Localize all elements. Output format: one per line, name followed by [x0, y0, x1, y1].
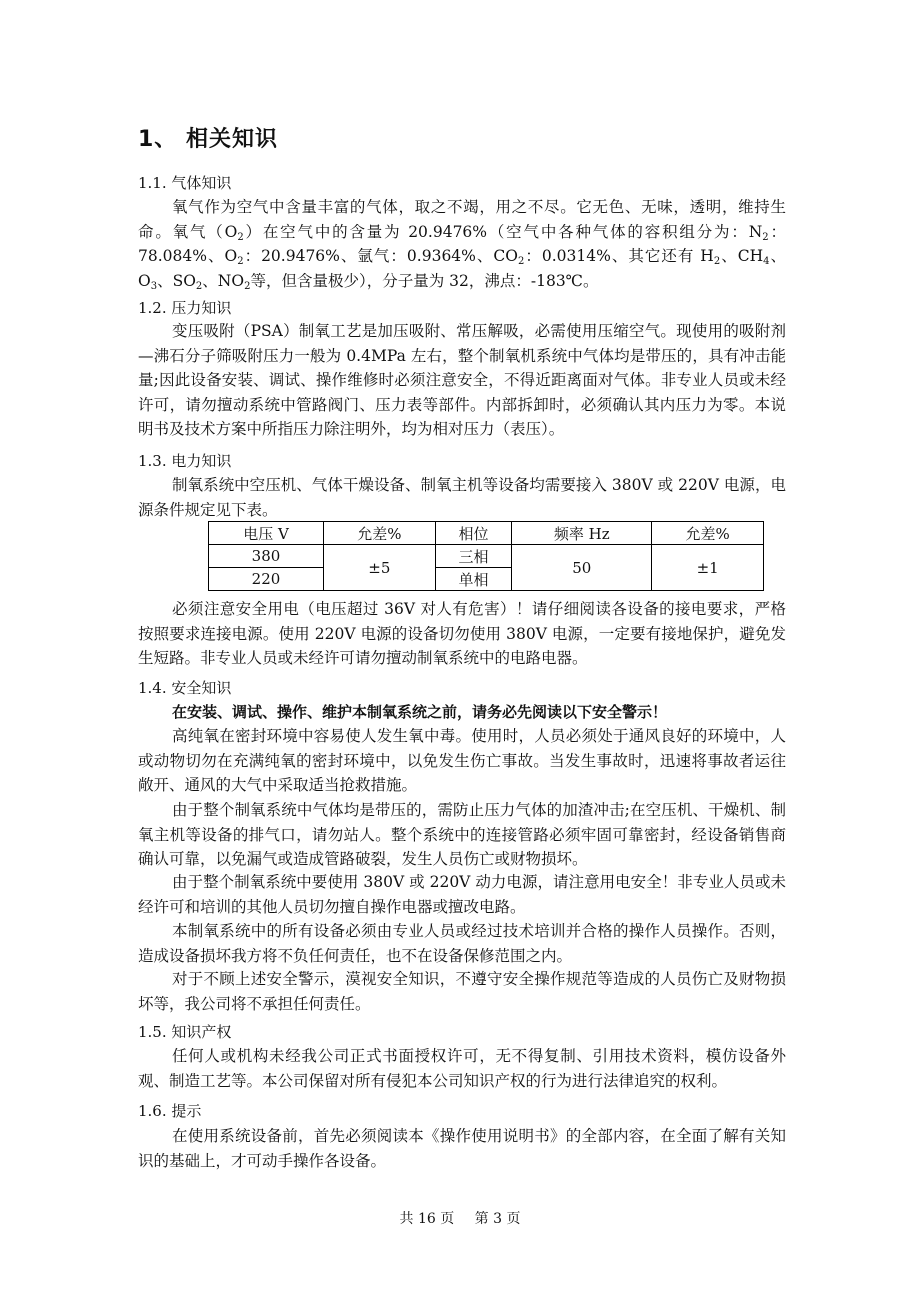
table-row	[209, 545, 764, 568]
safety-warning: 在安装、调试、操作、维护本制氧系统之前，请务必先阅读以下安全警示！	[172, 703, 668, 721]
table-header-cell: 相位	[435, 522, 512, 545]
ip-paragraph: 任何人或机构未经我公司正式书面授权许可，无不得复制、引用技术资料，模仿设备外观、制造工艺等。本公司保留对所有侵犯本公司知识产权的行为进行法律追究的权利。	[138, 1047, 786, 1090]
table-header-row	[209, 522, 764, 545]
table-header-cell: 允差%	[324, 522, 436, 545]
table-cell-frequency-tolerance: ±1	[652, 545, 764, 591]
table-header-cell: 频率 Hz	[512, 522, 652, 545]
subsection-title-ip: 1.5. 知识产权	[138, 1023, 232, 1041]
subsection-title-power: 1.3. 电力知识	[138, 452, 232, 470]
subsection-title-safety: 1.4. 安全知识	[138, 679, 232, 697]
tip-paragraph: 在使用系统设备前，首先必须阅读本《操作使用说明书》的全部内容，在全面了解有关知识的基础上，才可动手操作各设备。	[138, 1127, 786, 1170]
section-heading: 1、 相关知识	[138, 127, 278, 152]
table-header-cell: 电压 V	[209, 522, 324, 545]
safety-paragraph: 高纯氧在密封环境中容易使人发生氧中毒。使用时，人员必须处于通风良好的环境中，人或动物切勿在充满纯氧的密封环境中，以免发生伤亡事故。当发生事故时，迅速将事故者运往敞开、通风的大气中采取适当抢救措施。	[138, 727, 786, 794]
current-page: 第 3 页	[474, 1211, 521, 1227]
subsection-title-pressure: 1.2. 压力知识	[138, 299, 232, 317]
subsection-title-tip: 1.6. 提示	[138, 1102, 202, 1120]
electric-safety-paragraph: 必须注意安全用电（电压超过 36V 对人有危害）！请仔细阅读各设备的接电要求，严格按照要求连接电源。使用 220V 电源的设备切勿使用 380V 电源，一定要有接地保护，避免发生短路。非专业人员或未经许可请勿擅动制氧系统中的电路电器。	[138, 600, 786, 667]
total-pages: 共 16 页	[399, 1211, 455, 1227]
safety-paragraph: 对于不顾上述安全警示，漠视安全知识，不遵守安全操作规范等造成的人员伤亡及财物损坏等，我公司将不承担任何责任。	[138, 970, 786, 1013]
power-paragraph: 制氧系统中空压机、气体干燥设备、制氧主机等设备均需要接入 380V 或 220V 电源，电源条件规定见下表。	[138, 476, 786, 519]
table-cell-frequency: 50	[512, 545, 652, 591]
table-cell-phase: 单相	[435, 568, 512, 591]
page-footer	[0, 1208, 920, 1228]
table-cell-voltage-tolerance: ±5	[324, 545, 436, 591]
safety-paragraph: 由于整个制氧系统中要使用 380V 或 220V 动力电源，请注意用电安全！非专业人员或未经许可和培训的其他人员切勿擅自操作电器或擅改电路。	[138, 873, 786, 916]
safety-paragraph: 本制氧系统中的所有设备必须由专业人员或经过技术培训并合格的操作人员操作。否则，造成设备损坏我方将不负任何责任，也不在设备保修范围之内。	[138, 922, 786, 965]
subsection-title-gas: 1.1. 气体知识	[138, 174, 232, 192]
table-header-cell: 允差%	[652, 522, 764, 545]
power-spec-table	[208, 521, 764, 591]
table-cell-voltage: 220	[209, 568, 324, 591]
table-cell-phase: 三相	[435, 545, 512, 568]
gas-paragraph: 氧气作为空气中含量丰富的气体，取之不竭，用之不尽。它无色、无味，透明，维持生命。氧气$(O_2)$在空气中的含量为 20.9476%（空气中各种气体的容积组分为：$N_2$：78.084%、$O_2$：20.9476%、氩气：0.9364%、$CO_2$：0.0314%、其它还有 $H_2$、$CH_4$、$O_3$、$SO_2$、$NO_2$等，但含量极少），分子量为 32，沸点：-183℃。	[138, 198, 786, 292]
table-cell-voltage: 380	[209, 545, 324, 568]
safety-paragraph: 由于整个制氧系统中气体均是带压的，需防止压力气体的加渣冲击;在空压机、干燥机、制氧主机等设备的排气口，请勿站人。整个系统中的连接管路必须牢固可靠密封，经设备销售商确认可靠，以免漏气或造成管路破裂，发生人员伤亡或财物损坏。	[138, 801, 786, 868]
pressure-paragraph: 变压吸附（PSA）制氧工艺是加压吸附、常压解吸，必需使用压缩空气。现使用的吸附剂—沸石分子筛吸附压力一般为 0.4MPa 左右，整个制氧机系统中气体均是带压的，具有冲击能量;因此设备安装、调试、操作维修时必须注意安全，不得近距离面对气体。非专业人员或未经许可，请勿擅动系统中管路阀门、压力表等部件。内部拆卸时，必须确认其内压力为零。本说明书及技术方案中所指压力除注明外，均为相对压力（表压）。	[138, 322, 786, 438]
